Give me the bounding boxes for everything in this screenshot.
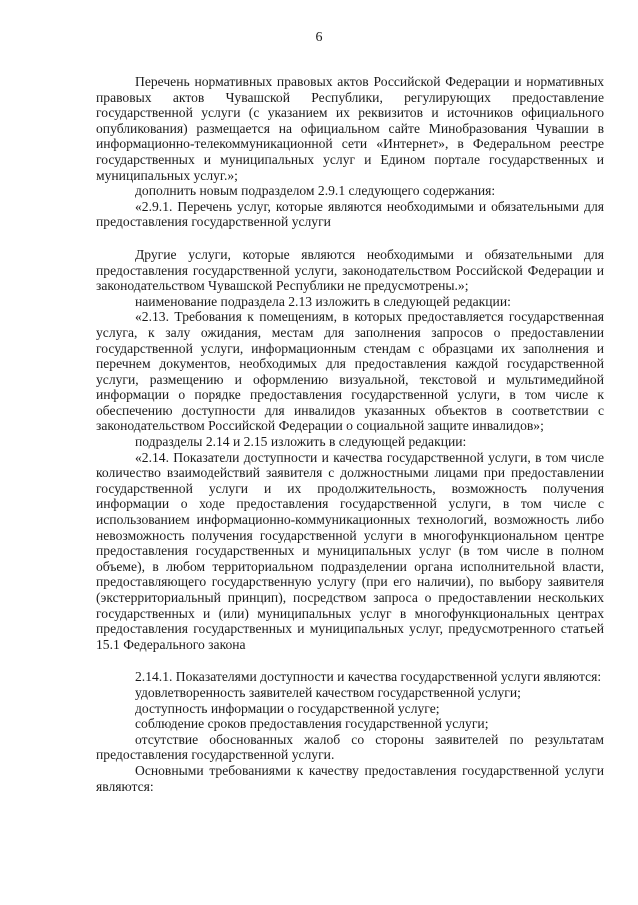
paragraph: 2.14.1. Показателями доступности и качества государственной услуги являются: — [135, 669, 602, 685]
paragraph: «2.14. Показатели доступности и качества государственной услуги, в том числе количество взаимодействий заявителя с должностными лицами при предоставлении государственной услуги и их продолжительность, возможность получения информации о ходе предоставления государственной услуги, в том числе с использованием информационно-коммуникационных технологий, возможность либо невозможность получения государственной услуги в многофункциональном центре предоставления государственных и муниципальных услуг (в том числе в полном объеме), в любом территориальном подразделении органа исполнительной власти, предоставляющего государственную услугу (при его наличии), по выбору заявителя (экстерриториальный принцип), посредством запроса о предоставлении нескольких государственных и (или) муниципальных услуг в многофункциональных центрах предоставления государственных и муниципальных услуг, предусмотренного статьей 15.1 Федерального закона — [96, 449, 604, 652]
paragraph: Основными требованиями к качеству предоставления государственной услуги являются: — [96, 762, 604, 794]
paragraph: Другие услуги, которые являются необходимыми и обязательными для предоставления государственной услуги, законодательством Российской Федерации и законодательством Чувашской Республики не предусмотрены.»; — [96, 246, 604, 294]
paragraph: наименование подраздела 2.13 изложить в следующей редакции: — [135, 293, 511, 309]
paragraph: подразделы 2.14 и 2.15 изложить в следующей редакции: — [135, 434, 467, 450]
document-body — [96, 74, 604, 794]
paragraph: удовлетворенность заявителей качеством государственной услуги; — [135, 684, 521, 700]
paragraph: «2.13. Требования к помещениям, в которых предоставляется государственная услуга, к залу ожидания, местам для заполнения запросов о предоставлении государственной услуги, информационным стендам с образцами их заполнения и перечнем документов, необходимых для предоставления каждой государственной услуги, размещению и оформлению визуальной, текстовой и мультимедийной информации о порядке предоставления государственной услуги, в том числе к обеспечению доступности для инвалидов указанных объектов в соответствии с законодательством Российской Федерации о социальной защите инвалидов»; — [96, 309, 604, 434]
paragraph: соблюдение сроков предоставления государственной услуги; — [135, 716, 489, 732]
paragraph: дополнить новым подразделом 2.9.1 следующего содержания: — [135, 183, 496, 199]
paragraph: отсутствие обоснованных жалоб со стороны заявителей по результатам предоставления государственной услуги. — [96, 731, 604, 763]
paragraph: доступность информации о государственной услуге; — [135, 700, 440, 716]
page-number: 6 — [315, 30, 323, 45]
paragraph: «2.9.1. Перечень услуг, которые являются необходимыми и обязательными для предоставления государственной услуги — [96, 198, 604, 230]
paragraph: Перечень нормативных правовых актов Российской Федерации и нормативных правовых актов Чувашской Республики, регулирующих предоставление государственной услуги (с указанием их реквизитов и источников официального опубликования) размещается на официальном сайте Минобразования Чувашии в информационно-телекоммуникационной сети «Интернет», в Федеральном реестре государственных и муниципальных услуг и Едином портале государственных и муниципальных услуг.»; — [96, 74, 604, 183]
